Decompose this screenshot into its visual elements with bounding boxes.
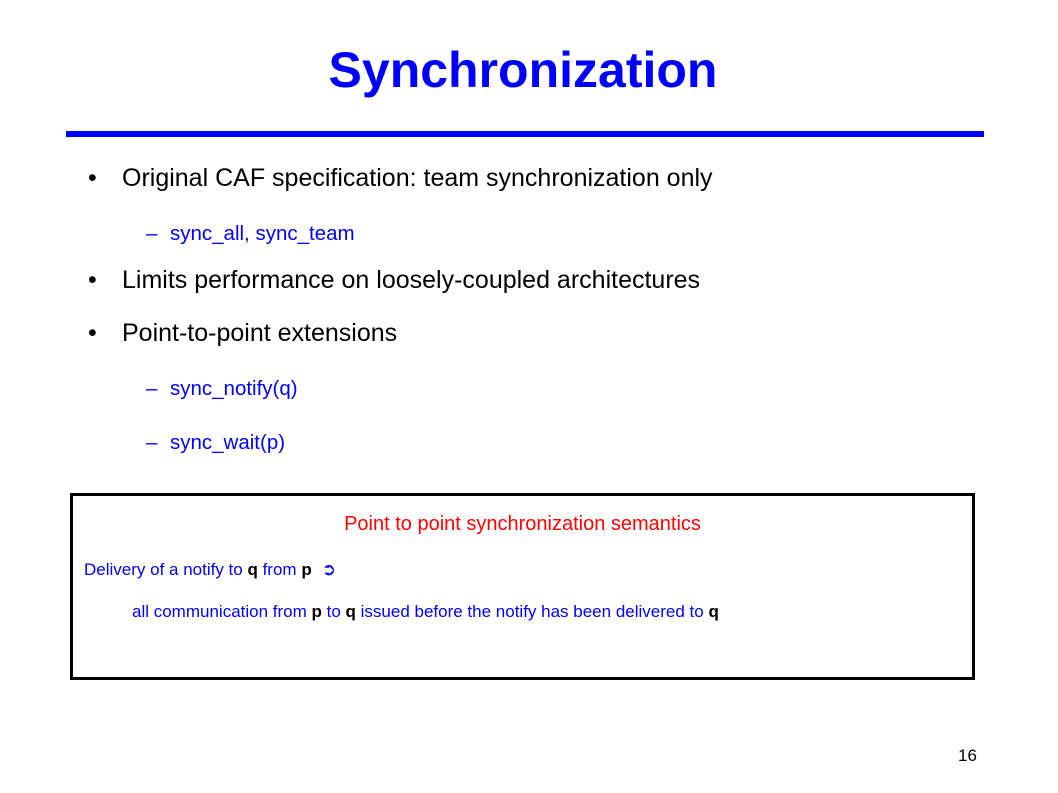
dash-glyph: – (146, 377, 158, 400)
implies-arrow-icon: ➲ (321, 560, 336, 579)
dash-glyph: – (146, 431, 158, 454)
text-segment: to (321, 602, 346, 621)
bullet-glyph: • (88, 266, 97, 294)
text-segment: issued before the notify has been delivered to (355, 602, 709, 621)
dash-glyph: – (146, 222, 158, 245)
sub-bullet-item (146, 221, 355, 247)
bullet-item (88, 163, 713, 193)
sub-bullet-item (146, 376, 298, 402)
semantics-line-1 (84, 559, 336, 581)
bullet-glyph: • (88, 319, 97, 347)
bullet-item (88, 265, 700, 295)
text-segment: Delivery of a notify to (84, 560, 248, 579)
sub-bullet-item (146, 430, 285, 456)
var-p: p (311, 602, 322, 621)
sub-bullet-text: sync_wait(p) (170, 431, 286, 454)
bullet-glyph: • (88, 164, 97, 192)
sub-bullet-text: sync_notify(q) (170, 377, 298, 400)
bullet-text: Point-to-point extensions (122, 319, 398, 347)
bullet-item (88, 318, 397, 348)
var-q: q (345, 602, 356, 621)
bullet-text: Limits performance on loosely-coupled architectures (122, 266, 701, 294)
text-segment: all communication from (132, 602, 312, 621)
title-underline (66, 131, 984, 137)
var-p: p (301, 560, 312, 579)
var-q: q (708, 602, 719, 621)
slide-title: Synchronization (328, 42, 718, 98)
semantics-line-2 (132, 601, 719, 623)
semantics-box-title: Point to point synchronization semantics (344, 513, 701, 535)
var-q: q (247, 560, 258, 579)
text-segment: from (257, 560, 302, 579)
semantics-box (70, 493, 975, 680)
bullet-text: Original CAF specification: team synchronization only (122, 164, 713, 192)
page-number: 16 (958, 746, 977, 765)
sub-bullet-text: sync_all, sync_team (170, 222, 355, 245)
